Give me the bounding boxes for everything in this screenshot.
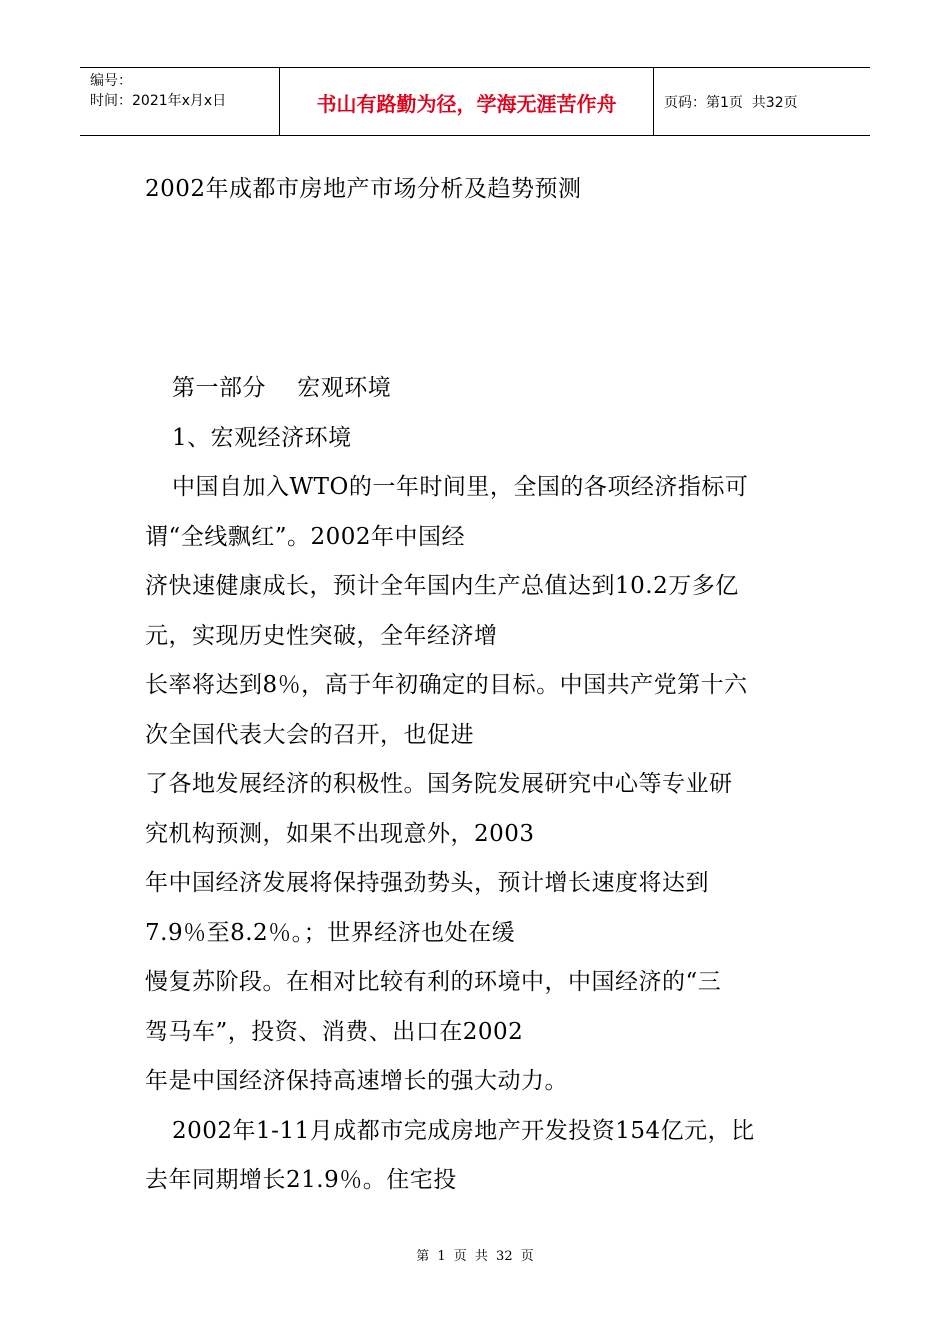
- paragraph-line: 年中国经济发展将保持强劲势头，预计增长速度将达到: [145, 870, 709, 896]
- paragraph-line: 中国自加入WTO的一年时间里，全国的各项经济指标可: [172, 474, 749, 500]
- paragraph-line: 驾马车”，投资、消费、出口在2002: [145, 1018, 524, 1045]
- document-body: [145, 364, 825, 1206]
- serial-label: 编号：: [90, 73, 132, 89]
- paragraph-line: 7.9％至8.2％。；世界经济也处在缓: [145, 919, 516, 946]
- header-motto-cell: [280, 68, 654, 135]
- paragraph-line: 元，实现历史性突破，全年经济增: [145, 622, 498, 649]
- document-title: 2002年成都市房地产市场分析及趋势预测: [145, 176, 582, 202]
- header-page-cell: [654, 68, 870, 135]
- paragraph-line: 2002年1-11月成都市完成房地产开发投资154亿元，比: [172, 1117, 755, 1144]
- header-meta-cell: [80, 68, 280, 135]
- paragraph-line: 次全国代表大会的召开，也促进: [145, 721, 474, 748]
- paragraph-line: 了各地发展经济的积极性。国务院发展研究中心等专业研: [145, 771, 733, 797]
- paragraph-line: 济快速健康成长，预计全年国内生产总值达到10.2万多亿: [145, 573, 739, 599]
- paragraph-line: 究机构预测，如果不出现意外，2003: [145, 820, 535, 847]
- paragraph-line: 长率将达到8％，高于年初确定的目标。中国共产党第十六: [145, 672, 748, 698]
- footer-page-number: 第 1 页 共 32 页: [416, 1249, 534, 1264]
- section-heading: 第一部分 宏观环境: [172, 375, 392, 401]
- paragraph-line: 谓“全线飘红”。2002年中国经: [145, 523, 466, 550]
- paragraph-line: 年是中国经济保持高速增长的强大动力。: [145, 1068, 568, 1094]
- paragraph-line: 慢复苏阶段。在相对比较有利的环境中，中国经济的“三: [145, 969, 722, 995]
- motto-text: 书山有路勤为径，学海无涯苦作舟: [316, 92, 617, 116]
- time-label: 时间：2021年x月x日: [90, 93, 227, 109]
- page-footer: [0, 1245, 950, 1264]
- header-table: [80, 67, 870, 136]
- paragraph-line: 去年同期增长21.9％。住宅投: [145, 1167, 457, 1193]
- page-info: 页码：第1页 共32页: [664, 94, 798, 111]
- subsection-heading: 1、宏观经济环境: [172, 424, 352, 451]
